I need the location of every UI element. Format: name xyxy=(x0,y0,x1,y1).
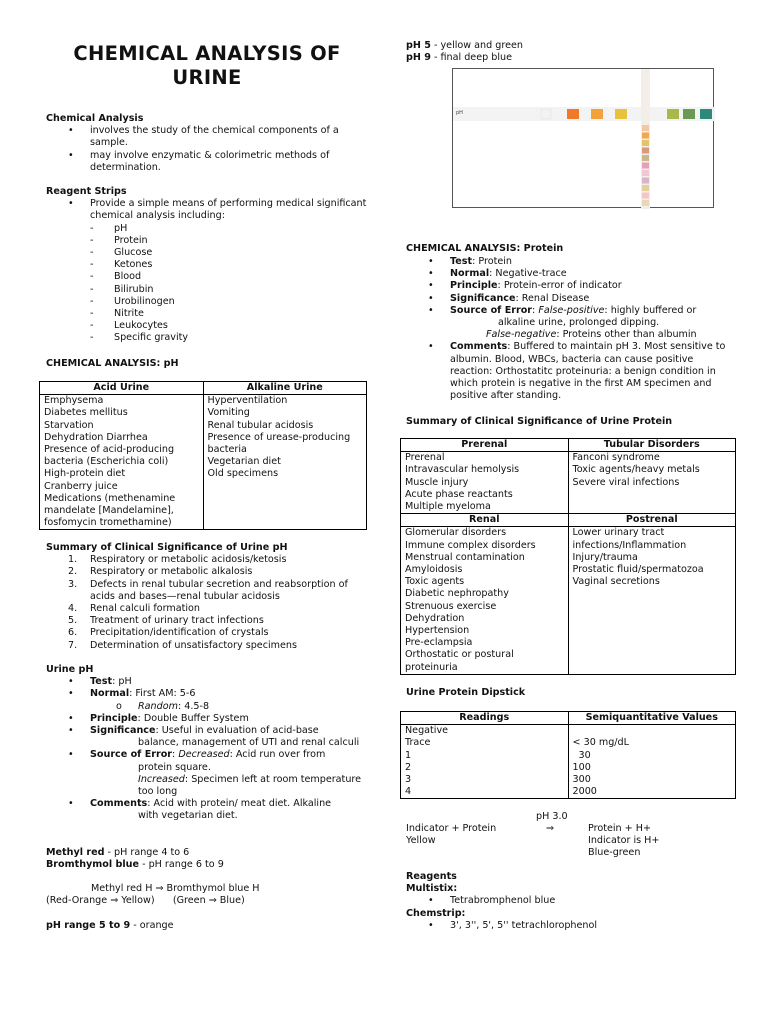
alkaline-urine-cell xyxy=(203,395,367,530)
list-item: • involves the study of the chemical components of a sample. xyxy=(46,125,368,149)
vertical-strip-pad xyxy=(642,125,649,131)
table-cell-line: Injury/trauma xyxy=(572,551,638,563)
postrenal-cell xyxy=(568,527,736,674)
list-item: • Provide a simple means of performing medical significant chemical analysis including: xyxy=(46,198,368,222)
vertical-strip-pad xyxy=(642,140,649,146)
list-item: - Blood xyxy=(46,271,368,283)
bromthymol-line: Bromthymol blue - pH range 6 to 9 xyxy=(46,859,224,871)
list-item: • Comments: Acid with protein/ meat diet. Alkaline xyxy=(46,798,368,810)
table-cell-line: Cranberry juice xyxy=(44,480,118,492)
reagent-strips-block xyxy=(46,186,368,345)
table-cell-line: Starvation xyxy=(44,419,94,431)
tubular-cell xyxy=(568,452,736,514)
table-cell-line: High-protein diet xyxy=(44,468,126,480)
table-cell-line: 4 xyxy=(405,786,412,798)
ph-significance-heading: Summary of Clinical Significance of Urine pH xyxy=(46,542,288,553)
prerenal-cell xyxy=(401,452,569,514)
table-cell-line: Multiple myeloma xyxy=(405,501,491,513)
ph-table-block xyxy=(39,381,367,530)
increased-line: Increased: Specimen left at room temperature too long xyxy=(138,773,362,798)
table-cell-line: Dehydration Diarrhea xyxy=(44,431,148,443)
dipstick-table-block xyxy=(400,711,736,799)
vertical-strip-pad xyxy=(642,178,649,184)
strip-pad xyxy=(700,109,712,119)
table-cell-line: Vomiting xyxy=(207,407,250,419)
protein-comments-list xyxy=(406,341,736,402)
table-cell-line: Severe viral infections xyxy=(572,476,680,488)
strip-pad-blank xyxy=(541,109,551,119)
list-item: - Urobilinogen xyxy=(46,296,368,308)
table-cell-line: Fanconi syndrome xyxy=(572,452,660,464)
values-cell xyxy=(568,725,736,799)
table-cell-line: Renal tubular acidosis xyxy=(207,419,314,431)
list-item: • 3', 3'', 5', 5'' tetrachlorophenol xyxy=(406,920,736,932)
reaction-left: Indicator + Protein xyxy=(406,823,497,834)
table-cell-line: Dehydration xyxy=(405,612,465,624)
table-cell-line: 3 xyxy=(405,774,412,786)
dipstick-heading: Urine Protein Dipstick xyxy=(406,687,526,698)
table-cell-line: 2 xyxy=(405,761,412,773)
vertical-strip-pad xyxy=(642,193,649,199)
list-item: 5. Treatment of urinary tract infections xyxy=(68,615,264,627)
vertical-strip-pad xyxy=(642,148,649,154)
reaction-right-line2: Indicator is H+ xyxy=(588,835,660,846)
table-cell-line: Strenuous exercise xyxy=(405,600,497,612)
table-cell-line: Hyperventilation xyxy=(207,395,288,407)
vertical-strip-pad xyxy=(642,200,649,206)
reaction-ph: pH 3.0 xyxy=(536,811,568,822)
vertical-strip-pad xyxy=(642,170,649,176)
table-cell-line: Toxic agents/heavy metals xyxy=(572,464,700,476)
table-cell-line: Muscle injury xyxy=(405,476,469,488)
vertical-strip-pad xyxy=(642,155,649,161)
table-header: Tubular Disorders xyxy=(568,439,736,452)
table-cell-line: Emphysema xyxy=(44,395,104,407)
table-header: Renal xyxy=(401,514,569,527)
list-item: 1. Respiratory or metabolic acidosis/ketosis xyxy=(68,554,287,566)
strip-label: pH xyxy=(456,110,463,116)
table-header: Acid Urine xyxy=(40,382,204,395)
ph-color-block xyxy=(406,40,736,64)
list-item: • Significance: Useful in evaluation of acid-base xyxy=(46,725,368,737)
list-item: - Bilirubin xyxy=(46,284,368,296)
table-cell-line: 300 xyxy=(572,774,591,785)
vertical-strip-pad xyxy=(642,185,649,191)
table-cell-line: Presence of urease-producing bacteria xyxy=(207,431,351,456)
table-cell-line: Presence of acid-producing bacteria (Escherichia coli) xyxy=(44,444,175,468)
table-cell-line: Amyloidosis xyxy=(405,564,463,576)
reaction-right-color: Blue-green xyxy=(588,847,641,858)
table-cell-line: 100 xyxy=(572,761,591,773)
chemstrip-list xyxy=(406,920,736,932)
table-cell-line: Hypertension xyxy=(405,625,470,637)
reaction-arrow: ⇒ xyxy=(546,823,555,834)
list-item: - Ketones xyxy=(46,259,368,271)
urine-ph-heading: Urine pH xyxy=(46,664,94,675)
reagent-parameter-list xyxy=(46,223,368,345)
chemical-analysis-heading: Chemical Analysis xyxy=(46,113,144,124)
random-ph-line: o Random: 4.5-8 xyxy=(116,700,210,712)
protein-significance-heading: Summary of Clinical Significance of Urine Protein xyxy=(406,416,673,427)
false-positive-continuation: alkaline urine, prolonged dipping. xyxy=(498,317,660,329)
table-header: Readings xyxy=(401,712,569,725)
list-item: • Principle: Double Buffer System xyxy=(46,713,368,725)
table-header: Semiquantitative Values xyxy=(568,712,736,725)
acid-urine-cell xyxy=(40,395,204,530)
multistix-list xyxy=(406,895,736,907)
table-cell-line: Trace xyxy=(405,737,431,749)
list-item: • Source of Error: Decreased: Acid run over from xyxy=(46,749,368,761)
protein-significance-table-block xyxy=(400,438,736,675)
table-header: Alkaline Urine xyxy=(203,382,367,395)
vertical-strip-pad xyxy=(642,133,649,139)
strip-pad xyxy=(667,109,679,119)
table-cell-line: Prerenal xyxy=(405,452,445,464)
chemical-analysis-list xyxy=(46,125,368,174)
table-cell-line: 30 xyxy=(578,749,591,761)
dipstick-table xyxy=(400,711,736,799)
table-cell-line xyxy=(573,725,732,737)
chemstrip-label: Chemstrip: xyxy=(406,907,466,919)
list-item: • Significance: Renal Disease xyxy=(406,293,736,305)
protein-details-block xyxy=(406,256,736,402)
list-item: • Tetrabromphenol blue xyxy=(406,895,736,907)
protein-significance-table xyxy=(400,438,736,675)
renal-cell xyxy=(401,527,569,674)
ph5-line: pH 5 - yellow and green xyxy=(406,40,523,51)
urine-ph-list-error xyxy=(46,749,368,761)
reagents-block xyxy=(406,871,736,932)
indicators-block xyxy=(46,847,368,871)
list-item: 2. Respiratory or metabolic alkalosis xyxy=(68,566,253,578)
indicator-reaction xyxy=(46,883,368,907)
urine-ph-list-cont xyxy=(46,713,368,737)
table-cell-line: Vaginal secretions xyxy=(572,576,660,588)
table-header: Postrenal xyxy=(568,514,736,527)
table-cell-line: Medications (methenamine mandelate [Mandelamine], fosfomycin tromethamine) xyxy=(44,492,176,529)
reaction-left-color: Yellow xyxy=(406,835,436,846)
list-item: • Comments: Buffered to maintain pH 3. Most sensitive to albumin. Blood, WBCs, bacteria can cause positive reaction: Orthostatitc proteinuria: a benign condition in which protein is negative in the first AM specimen and positive after standing. xyxy=(406,341,736,402)
table-cell-line: Acute phase reactants xyxy=(405,488,513,500)
table-cell-line: Glomerular disorders xyxy=(405,527,507,539)
table-cell-line: Prostatic fluid/spermatozoa xyxy=(572,564,704,576)
table-cell-line: Negative xyxy=(405,725,449,737)
ph-significance-list xyxy=(46,554,368,652)
ph9-line: pH 9 - final deep blue xyxy=(406,52,512,64)
strip-pad xyxy=(683,109,695,119)
significance-continuation: balance, management of UTI and renal calculi xyxy=(138,737,360,749)
list-item: • Test: pH xyxy=(46,676,368,688)
table-cell-line: Pre-eclampsia xyxy=(405,637,473,649)
list-item: • Source of Error: False-positive: highly buffered or xyxy=(406,305,736,317)
table-cell-line: 1 xyxy=(405,749,412,761)
ph-section-heading: CHEMICAL ANALYSIS: pH xyxy=(46,358,179,369)
readings-cell xyxy=(401,725,569,799)
urine-ph-list-comments xyxy=(46,798,368,810)
comments-continuation: with vegetarian diet. xyxy=(138,810,238,822)
decreased-continuation: protein square. xyxy=(138,761,211,773)
table-cell-line: Old specimens xyxy=(207,468,279,480)
ph-significance-block xyxy=(46,542,368,652)
table-cell-line: Diabetic nephropathy xyxy=(405,588,509,600)
acid-alkaline-table xyxy=(39,381,367,530)
chemical-analysis-block xyxy=(46,113,368,174)
methyl-red-line: Methyl red - pH range 4 to 6 xyxy=(46,847,190,858)
table-cell-line: Vegetarian diet xyxy=(207,456,281,468)
strip-illustration xyxy=(453,69,715,209)
multistix-label: Multistix: xyxy=(406,883,458,895)
list-item: - Specific gravity xyxy=(46,332,368,344)
page-title: CHEMICAL ANALYSIS OF URINE xyxy=(73,42,341,89)
table-header: Prerenal xyxy=(401,439,569,452)
protein-details-list xyxy=(406,256,736,317)
list-item: • Normal: Negative-trace xyxy=(406,268,736,280)
list-item: - Leukocytes xyxy=(46,320,368,332)
urine-ph-block xyxy=(46,664,368,823)
urine-ph-list xyxy=(46,676,368,700)
strip-pad xyxy=(567,109,579,119)
list-item: • Principle: Protein-error of indicator xyxy=(406,280,736,292)
table-cell-line: Toxic agents xyxy=(405,576,465,588)
table-cell-line: Orthostatic or postural proteinuria xyxy=(405,649,514,673)
protein-section-heading: CHEMICAL ANALYSIS: Protein xyxy=(406,243,564,254)
reagents-heading: Reagents xyxy=(406,871,457,882)
list-item: - Nitrite xyxy=(46,308,368,320)
reagent-strips-list xyxy=(46,198,368,222)
protein-reaction-block xyxy=(406,811,736,861)
list-item: - pH xyxy=(46,223,368,235)
table-cell-line: Immune complex disorders xyxy=(405,539,536,551)
table-cell-line: Intravascular hemolysis xyxy=(405,464,520,476)
list-item: 7. Determination of unsatisfactory specimens xyxy=(68,639,297,651)
table-cell-line: < 30 mg/dL xyxy=(572,737,629,749)
reaction-line: Methyl red H ⇒ Bromthymol blue H xyxy=(91,883,260,894)
strip-pad xyxy=(591,109,603,119)
table-cell-line: Diabetes mellitus xyxy=(44,407,128,419)
table-cell-line: Menstrual contamination xyxy=(405,551,525,563)
table-cell-line: 2000 xyxy=(572,786,597,798)
reaction-right: Protein + H+ xyxy=(588,823,652,834)
reagent-strip-image xyxy=(452,68,714,208)
table-cell-line: Lower urinary tract infections/Inflammation xyxy=(572,527,687,551)
list-item: - Glucose xyxy=(46,247,368,259)
false-negative-line: False-negative: Proteins other than albumin xyxy=(486,329,697,341)
strip-pad xyxy=(615,109,627,119)
reagent-strips-heading: Reagent Strips xyxy=(46,186,127,197)
list-item: • Test: Protein xyxy=(406,256,736,268)
list-item: • Normal: First AM: 5-6 xyxy=(46,688,368,700)
list-item: 6. Precipitation/identification of crystals xyxy=(68,627,269,639)
ph-range-line: pH range 5 to 9 - orange xyxy=(46,920,174,931)
reaction-colors-line: (Red-Orange ⇒ Yellow) (Green ⇒ Blue) xyxy=(46,895,245,907)
vertical-strip-pad xyxy=(642,163,649,169)
list-item: 3. Defects in renal tubular secretion and reabsorption of acids and bases—renal tubular acidosis xyxy=(68,578,348,602)
list-item: 4. Renal calculi formation xyxy=(68,603,200,615)
list-item: - Protein xyxy=(46,235,368,247)
list-item: • may involve enzymatic & colorimetric methods of determination. xyxy=(46,150,368,174)
